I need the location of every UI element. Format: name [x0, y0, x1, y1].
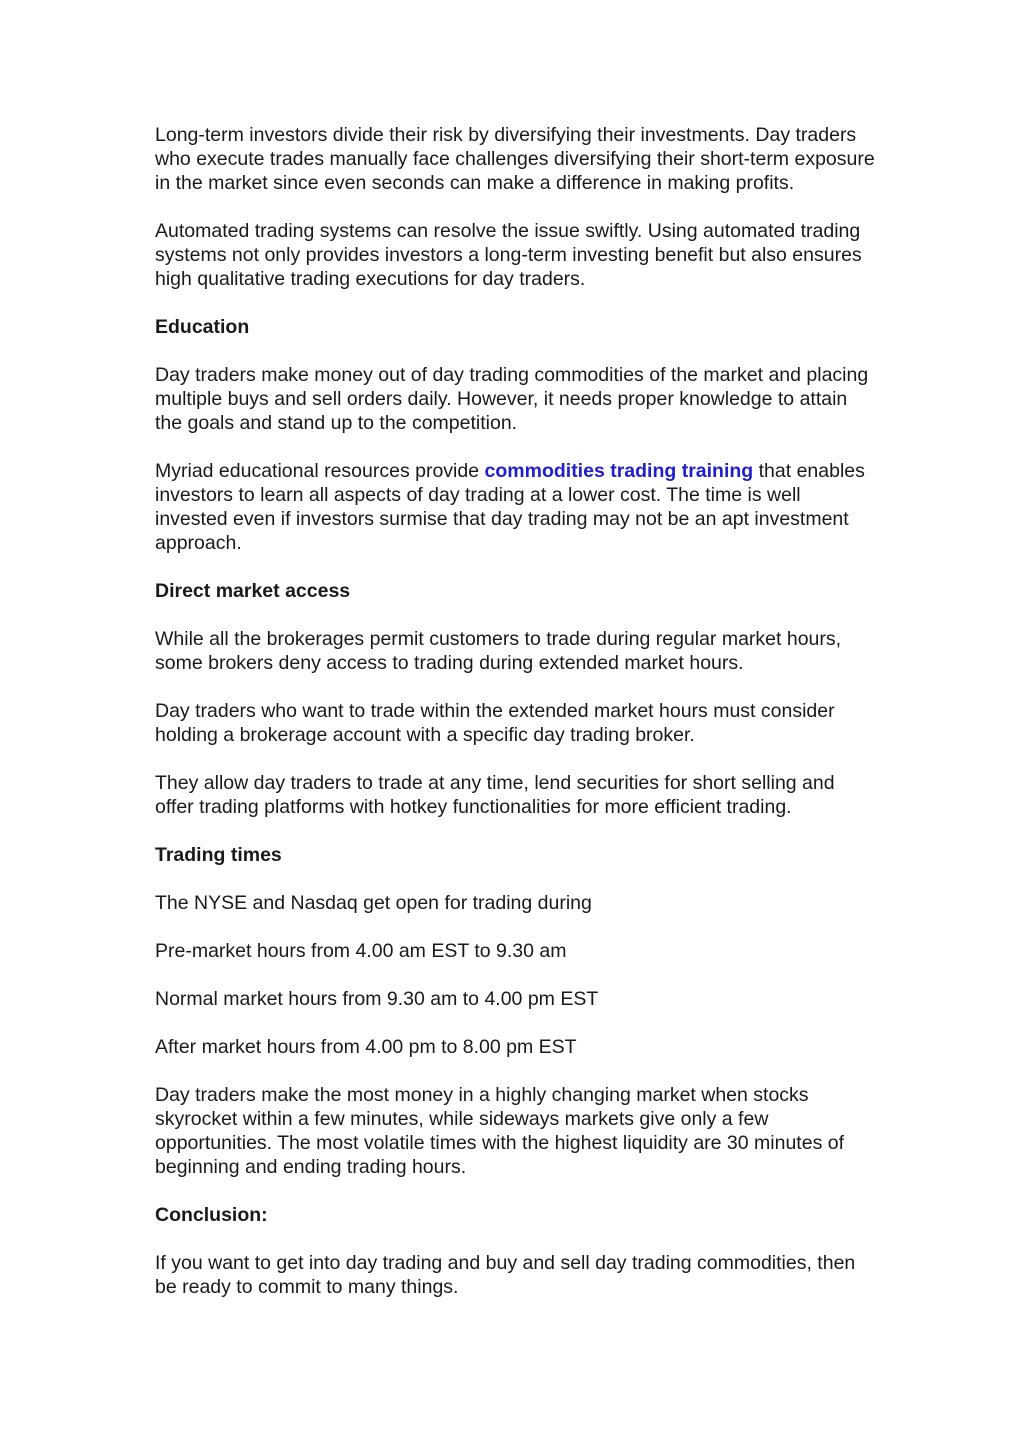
pre-market-hours: Pre-market hours from 4.00 am EST to 9.30 am	[155, 940, 567, 962]
education-paragraph-2-end: that enables investors to learn all aspects of day trading at a lower cost. The time is well invested even if investors surmise that day trading may not be an apt investment approach.	[155, 460, 865, 554]
education-paragraph-2-start: Myriad educational resources provide	[155, 460, 485, 482]
direct-access-paragraph-1: While all the brokerages permit customers to trade during regular market hours, some brokers deny access to trading during extended market hours.	[155, 628, 842, 674]
education-paragraph-1: Day traders make money out of day trading commodities of the market and placing multiple buys and sell orders daily. However, it needs proper knowledge to attain the goals and stand up to the competition.	[155, 364, 869, 434]
intro-paragraph-2: Automated trading systems can resolve the issue swiftly. Using automated trading systems not only provides investors a long-term investing benefit but also ensures high qualitative trading executions for day traders.	[155, 220, 862, 290]
normal-market-hours: Normal market hours from 9.30 am to 4.00 pm EST	[155, 988, 599, 1010]
direct-access-paragraph-3: They allow day traders to trade at any time, lend securities for short selling and offer trading platforms with hotkey functionalities for more efficient trading.	[155, 772, 835, 818]
education-heading: Education	[155, 316, 250, 338]
direct-market-access-heading: Direct market access	[155, 580, 351, 602]
trading-times-heading: Trading times	[155, 844, 282, 866]
conclusion-heading: Conclusion:	[155, 1204, 268, 1226]
after-market-hours: After market hours from 4.00 pm to 8.00 pm EST	[155, 1036, 577, 1058]
conclusion-paragraph: If you want to get into day trading and buy and sell day trading commodities, then be ready to commit to many things.	[155, 1252, 856, 1298]
direct-access-paragraph-2: Day traders who want to trade within the extended market hours must consider holding a brokerage account with a specific day trading broker.	[155, 700, 835, 746]
intro-paragraph-1: Long-term investors divide their risk by diversifying their investments. Day traders who execute trades manually face challenges diversifying their short-term exposure in the market since even seconds can make a difference in making profits.	[155, 124, 875, 194]
trading-times-paragraph-1: The NYSE and Nasdaq get open for trading during	[155, 892, 592, 914]
education-paragraph-2	[155, 459, 875, 555]
document-body	[155, 123, 875, 1323]
trading-times-paragraph-5: Day traders make the most money in a highly changing market when stocks skyrocket within a few minutes, while sideways markets give only a few opportunities. The most volatile times with the highest liquidity are 30 minutes of beginning and ending trading hours.	[155, 1084, 844, 1178]
commodities-trading-training-link[interactable]: commodities trading training	[484, 460, 754, 482]
